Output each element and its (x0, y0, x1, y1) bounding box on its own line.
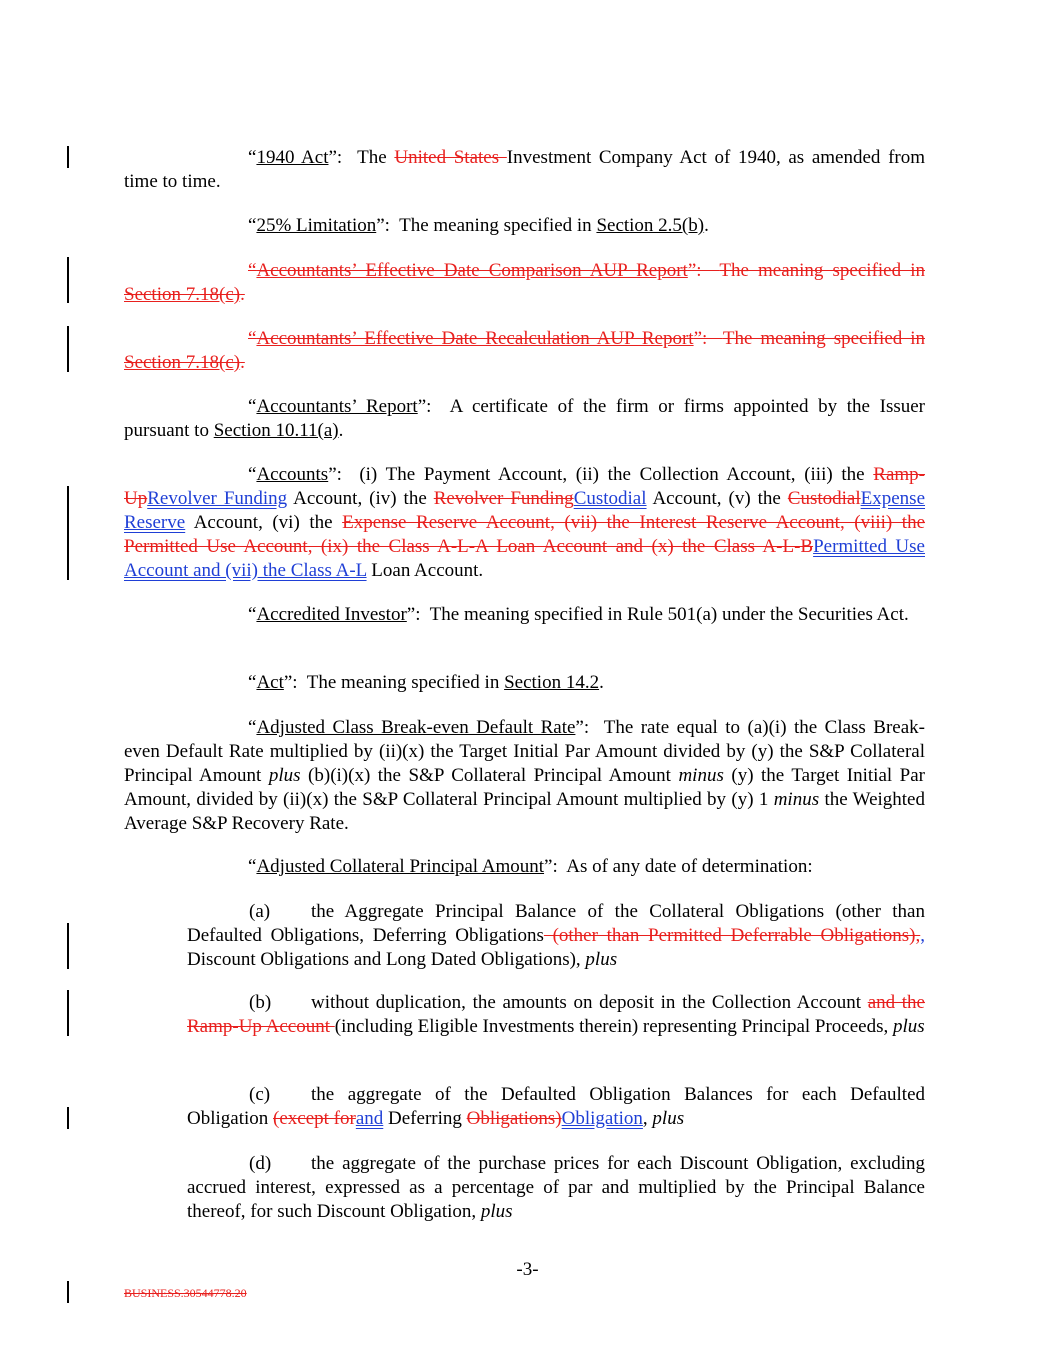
deleted-text: United States (394, 147, 507, 168)
section-reference: Section 7.18(c) (124, 284, 241, 305)
defined-term: Adjusted Class Break-even Default Rate (256, 717, 576, 738)
inserted-text: Permitted Use Account and (vii) the Class A-L (124, 536, 925, 581)
definition-accounts: “Accounts”: (i) The Payment Account, (ii) the Collection Account, (iii) the Ramp-UpRevolver Funding Account, (iv) the Revolver FundingCustodial Account, (v) the CustodialExpense Reserve Account, (vi) the Expense Reserve Account, (vii) the Interest Reserve Account, (viii) the Permitted Use Account, (ix) the Class A-L-A Loan Account and (x) the Class A-L-BPermitted Use Account and (vii) the Class A-L Loan Account. (124, 464, 926, 581)
definition-adjusted-class-break-even-default-rate: “Adjusted Class Break-even Default Rate”: The rate equal to (a)(i) the Class Break-even Default Rate multiplied by (ii)(x) the Target Initial Par Amount divided by (y) the S&P Collateral Principal Amount plus (b)(i)(x) the S&P Collateral Principal Amount minus (y) the Target Initial Par Amount, divided by (ii)(x) the S&P Collateral Principal Amount multiplied by (y) 1 minus the Weighted Average S&P Recovery Rate. (124, 717, 926, 834)
change-bar (67, 146, 69, 168)
page-number: -3- (516, 1259, 539, 1280)
deleted-text: Ramp-Up (124, 464, 925, 509)
definition-1940-act: “1940 Act”: The United States Investment Company Act of 1940, as amended from time to time. (124, 147, 925, 192)
inserted-text: Expense Reserve (124, 488, 926, 533)
change-bar (67, 1281, 69, 1303)
clause-b: (b) without duplication, the amounts on deposit in the Collection Account and the Ramp-Up Account (including Eligible Investments therein) representing Principal Proceeds, plus (187, 992, 925, 1037)
change-bar (67, 326, 69, 372)
definition-accountants-report: “Accountants’ Report”: A certificate of the firm or firms appointed by the Issuer pursuant to Section 10.11(a). (124, 396, 925, 441)
deleted-text: Revolver Funding (433, 488, 574, 509)
definition-act: “Act”: The meaning specified in Section 14.2. (248, 672, 604, 693)
inserted-text: Revolver Funding (147, 488, 288, 509)
clause-label: (a) (249, 901, 271, 922)
section-reference: Section 10.11(a) (213, 420, 339, 441)
footer-document-id: BUSINESS.30544778.20 (124, 1286, 247, 1300)
defined-term: Accounts (256, 464, 329, 485)
section-reference: Section 2.5(b) (596, 215, 705, 236)
definition-recalculation-aup-report-deleted: “Accountants’ Effective Date Recalculation AUP Report”: The meaning specified in Section 7.18(c). (124, 328, 925, 373)
inserted-text: , (920, 925, 925, 946)
inserted-text: and (355, 1108, 384, 1129)
change-bar (67, 486, 69, 580)
defined-term: Accountants’ Effective Date Comparison AUP Report (256, 260, 688, 281)
definition-comparison-aup-report-deleted: “Accountants’ Effective Date Comparison AUP Report”: The meaning specified in Section 7.18(c). (124, 260, 925, 305)
definition-adjusted-collateral-principal-amount: “Adjusted Collateral Principal Amount”: As of any date of determination: (248, 856, 813, 877)
deleted-text: (except for (273, 1108, 356, 1129)
definition-accredited-investor: “Accredited Investor”: The meaning specified in Rule 501(a) under the Securities Act. (248, 604, 909, 625)
clause-label: (d) (249, 1153, 272, 1174)
section-reference: Section 7.18(c) (124, 352, 241, 373)
defined-term: Accountants’ Report (256, 396, 418, 417)
clause-d: (d) the aggregate of the purchase prices for each Discount Obligation, excluding accrued interest, expressed as a percentage of par and multiplied by the Principal Balance thereof, for such Discount Obligation, plus (187, 1153, 925, 1222)
clause-a: (a) the Aggregate Principal Balance of the Collateral Obligations (other than Defaulted Obligations, Deferring Obligations (other than Permitted Deferrable Obligations),, Discount Obligations and Long Dated Obligations), plus (187, 901, 925, 970)
change-bar (67, 923, 69, 969)
defined-term: 25% Limitation (256, 215, 377, 236)
inserted-text: Custodial (573, 488, 647, 509)
deleted-text: and the Ramp-Up Account (187, 992, 925, 1037)
defined-term: Accredited Investor (256, 604, 407, 625)
deleted-text: Obligations) (466, 1108, 562, 1129)
deleted-text: Custodial (787, 488, 861, 509)
defined-term: Accountants’ Effective Date Recalculation AUP Report (256, 328, 694, 349)
defined-term: Adjusted Collateral Principal Amount (256, 856, 545, 877)
definition-25-limitation: “25% Limitation”: The meaning specified in Section 2.5(b). (248, 215, 709, 236)
inserted-text: Obligation (561, 1108, 643, 1129)
change-bar (67, 990, 69, 1036)
clause-label: (c) (249, 1084, 271, 1105)
deleted-text: Expense Reserve Account, (vii) the Interest Reserve Account, (viii) the Permitted Use Account, (ix) the Class A-L-A Loan Account and (x) the Class A-L-B (124, 512, 925, 557)
clause-c: (c) the aggregate of the Defaulted Obligation Balances for each Defaulted Obligation (except forand Deferring Obligations)Obligation, plus (187, 1084, 925, 1129)
clause-label: (b) (249, 992, 272, 1013)
change-bar (67, 257, 69, 303)
defined-term: Act (256, 672, 284, 693)
defined-term: 1940 Act (256, 147, 329, 168)
section-reference: Section 14.2 (504, 672, 600, 693)
deleted-text: (other than Permitted Deferrable Obligations), (543, 925, 921, 946)
change-bar (67, 1107, 69, 1129)
